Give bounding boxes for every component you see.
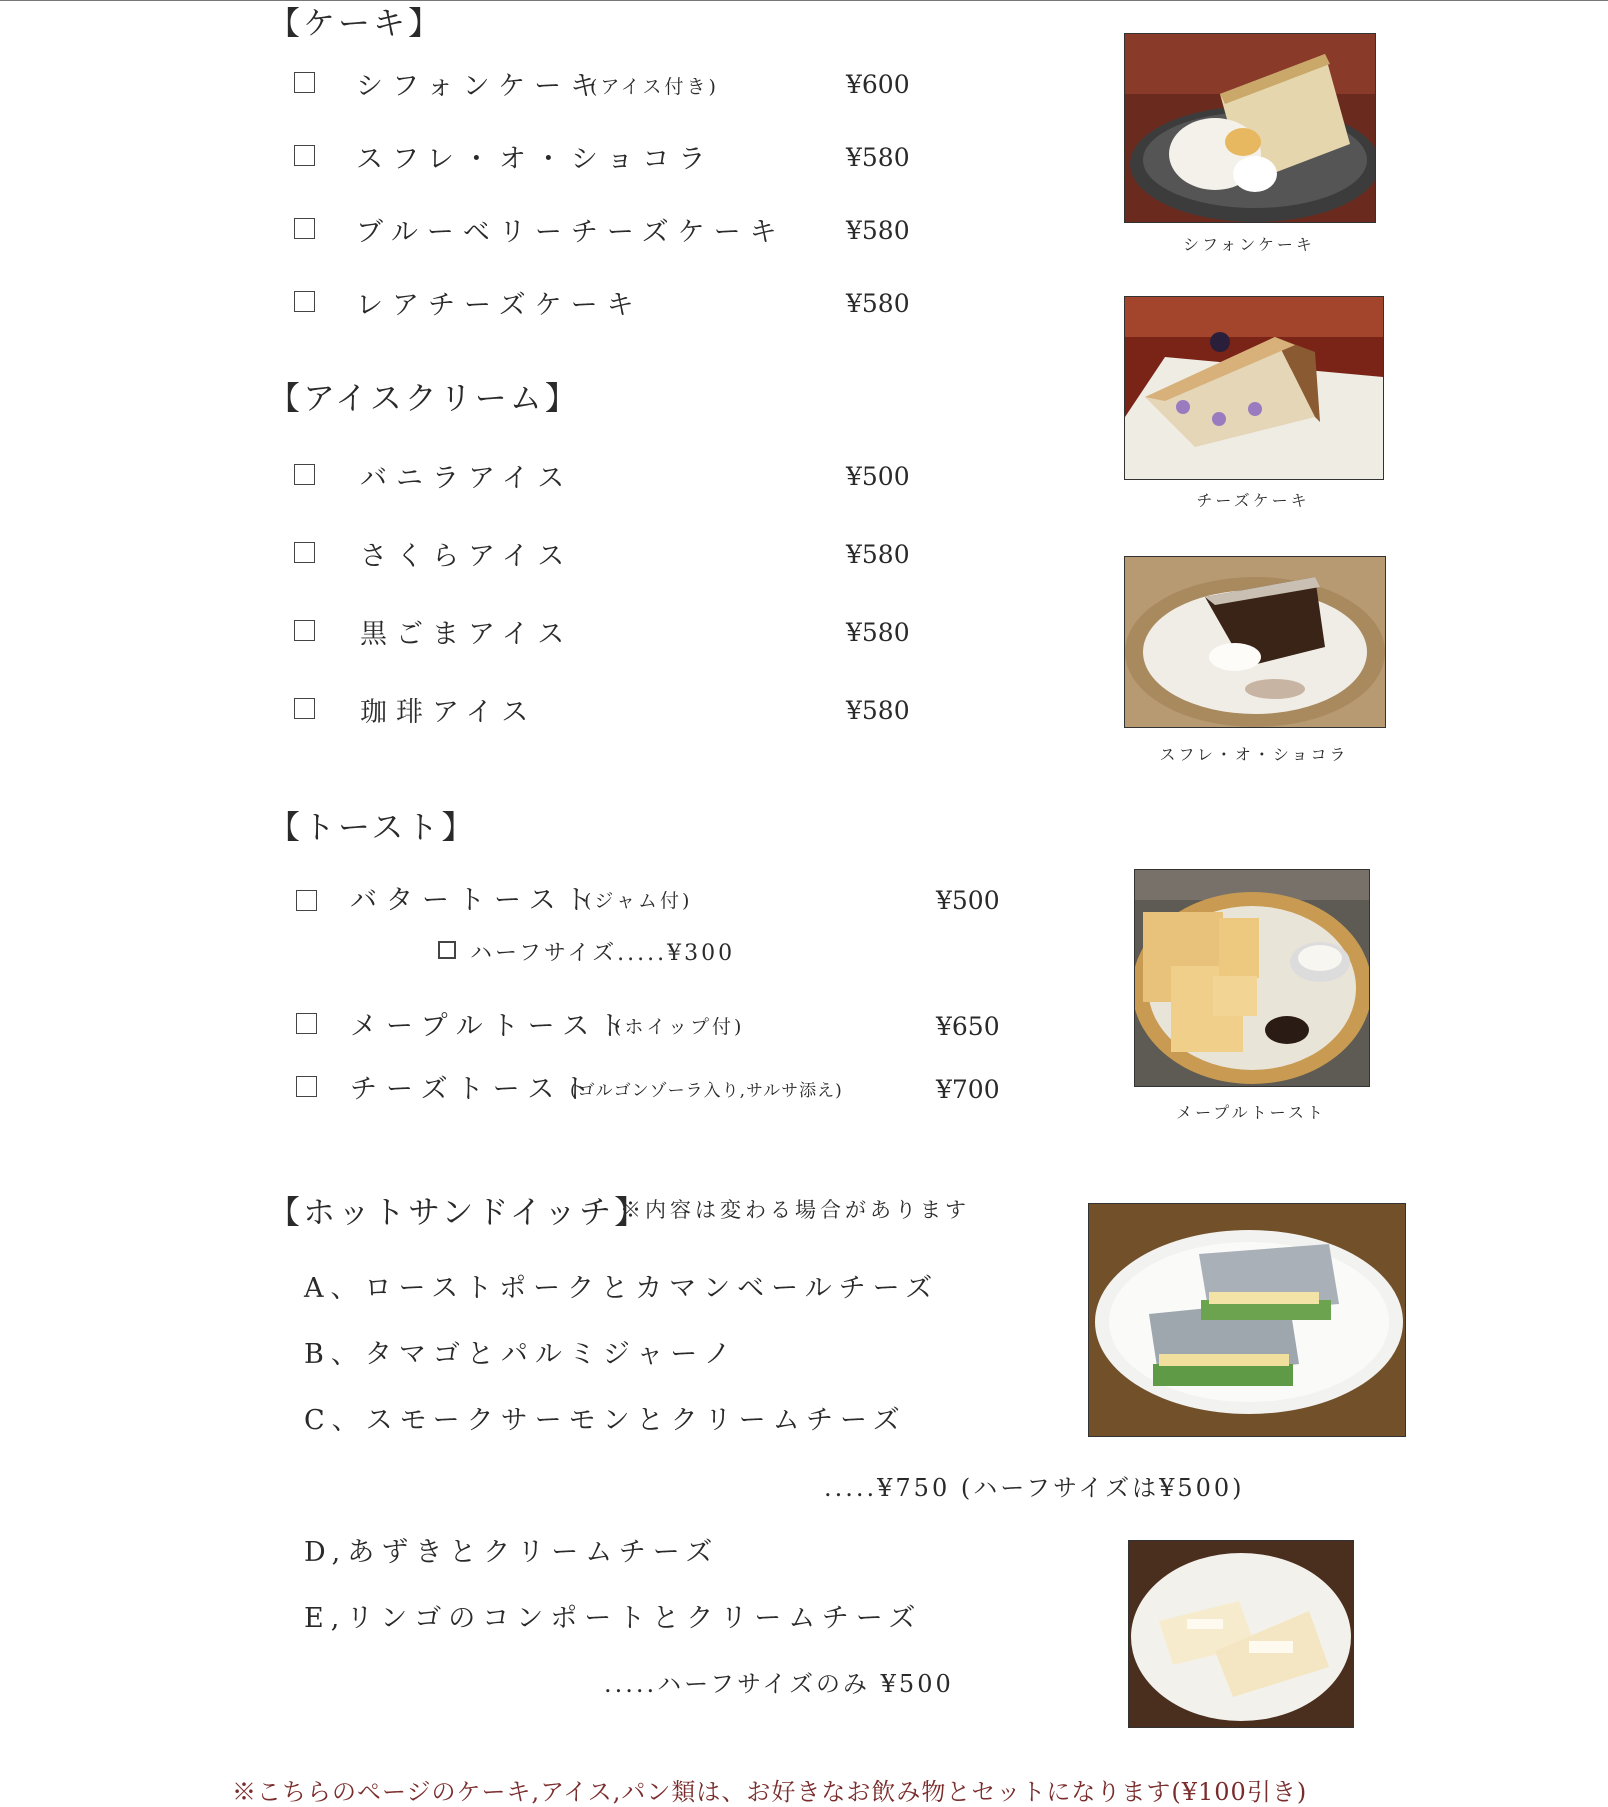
checkbox-coffee[interactable]	[294, 698, 315, 719]
item-name-sakura: さくらアイス	[360, 541, 574, 572]
hot-sandwich-photo	[1088, 1203, 1406, 1437]
checkbox-vanilla[interactable]	[294, 464, 315, 485]
checkbox-butter-toast[interactable]	[296, 890, 317, 911]
page-top-border	[0, 0, 1608, 1]
checkbox-sakura[interactable]	[294, 542, 315, 563]
checkbox-rare-cheese[interactable]	[294, 291, 315, 312]
section-heading-cake: 【ケーキ】	[268, 4, 444, 42]
cheese-cake-caption: チーズケーキ	[1196, 491, 1310, 510]
footer-note: ※こちらのページのケーキ,アイス,パン類は、お好きなお飲み物とセットになります(¥100引き)	[232, 1778, 1308, 1806]
item-name-vanilla: バニラアイス	[360, 463, 574, 494]
item-name-rare-cheese: レアチーズケーキ	[356, 290, 643, 321]
item-name-butter-toast: バタートースト	[350, 885, 601, 916]
chiffon-cake-photo	[1124, 33, 1376, 223]
maple-toast-photo	[1134, 869, 1370, 1087]
checkbox-blueberry[interactable]	[294, 218, 315, 239]
item-price-maple-toast: ¥650	[936, 1012, 1000, 1041]
checkbox-half-size[interactable]	[438, 941, 456, 959]
item-half-size: ハーフサイズ.....¥300	[470, 941, 736, 966]
item-name-chiffon: シフォンケーキ	[356, 71, 607, 102]
item-name-black-sesame: 黒ごまアイス	[360, 619, 574, 650]
item-name-cheese-toast: チーズトースト	[350, 1074, 600, 1105]
sandwich-price-line: .....¥750 (ハーフサイズは¥500)	[824, 1474, 1245, 1502]
item-price-blueberry: ¥580	[846, 216, 910, 245]
souffle-chocolat-photo	[1124, 556, 1386, 728]
maple-toast-caption: メープルトースト	[1176, 1103, 1326, 1122]
item-note-maple-toast: (ホイップ付)	[614, 1016, 745, 1038]
chiffon-cake-caption: シフォンケーキ	[1183, 235, 1315, 254]
item-name-coffee: 珈琲アイス	[360, 697, 538, 728]
cheese-cake-photo	[1124, 296, 1384, 480]
sandwich-notice: ※内容は変わる場合があります	[620, 1198, 970, 1222]
item-note-chiffon: (アイス付き)	[590, 76, 719, 98]
item-price-butter-toast: ¥500	[936, 886, 1000, 915]
item-price-coffee: ¥580	[846, 696, 910, 725]
sandwich-item-e: E,リンゴのコンポートとクリームチーズ	[304, 1603, 923, 1634]
sandwich-item-d: D,あずきとクリームチーズ	[304, 1537, 720, 1568]
checkbox-chiffon[interactable]	[294, 72, 315, 93]
item-price-souffle: ¥580	[846, 143, 910, 172]
sandwich-item-a: A、ローストポークとカマンベールチーズ	[304, 1273, 940, 1304]
item-price-cheese-toast: ¥700	[936, 1075, 1000, 1104]
item-name-maple-toast: メープルトースト	[350, 1011, 635, 1042]
section-heading-sandwich: 【ホットサンドイッチ】	[268, 1193, 650, 1231]
item-price-chiffon: ¥600	[846, 70, 910, 99]
section-heading-ice: 【アイスクリーム】	[268, 379, 580, 417]
item-note-butter-toast: (ジャム付)	[584, 890, 693, 912]
souffle-chocolat-caption: スフレ・オ・ショコラ	[1159, 745, 1349, 764]
item-name-blueberry: ブルーベリーチーズケーキ	[356, 217, 786, 248]
sandwich-item-c: C、スモークサーモンとクリームチーズ	[304, 1405, 907, 1436]
item-price-black-sesame: ¥580	[846, 618, 910, 647]
item-note-cheese-toast: (ゴルゴンゾーラ入り,サルサ添え)	[570, 1081, 843, 1101]
checkbox-souffle[interactable]	[294, 145, 315, 166]
checkbox-black-sesame[interactable]	[294, 620, 315, 641]
checkbox-maple-toast[interactable]	[296, 1013, 317, 1034]
sandwich-price-line-2: .....ハーフサイズのみ ¥500	[604, 1670, 954, 1698]
item-price-sakura: ¥580	[846, 540, 910, 569]
section-heading-toast: 【トースト】	[268, 808, 477, 846]
item-name-souffle: スフレ・オ・ショコラ	[356, 144, 715, 175]
item-price-rare-cheese: ¥580	[846, 289, 910, 318]
item-price-vanilla: ¥500	[846, 462, 910, 491]
checkbox-cheese-toast[interactable]	[296, 1076, 317, 1097]
sweet-sandwich-photo	[1128, 1540, 1354, 1728]
sandwich-item-b: B、タマゴとパルミジャーノ	[304, 1339, 738, 1370]
